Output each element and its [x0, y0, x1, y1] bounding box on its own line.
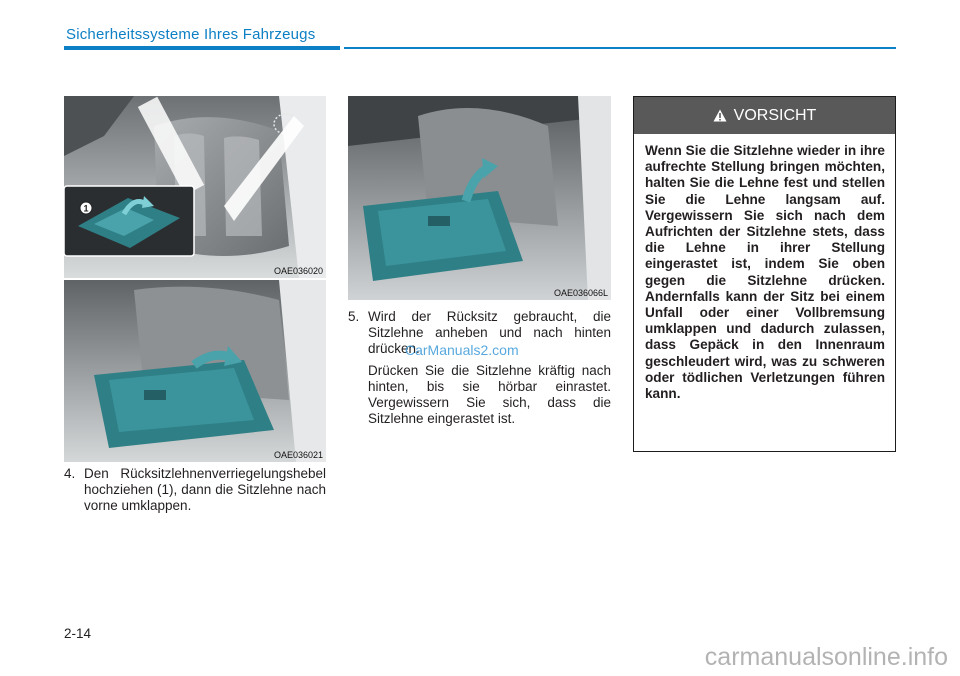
- watermark: CarManuals2.com: [405, 342, 519, 358]
- figure-code: OAE036066L: [553, 288, 608, 298]
- figure-seatback-folded: [64, 280, 326, 462]
- figure-seat-release-lever: [64, 96, 326, 278]
- seat-folded-illustration: [64, 280, 326, 462]
- callout-number: 1: [83, 203, 89, 214]
- step-5: [348, 309, 611, 427]
- header-rule-thin: [344, 47, 896, 49]
- page-section-title: Sicherheitssysteme Ihres Fahrzeugs: [66, 26, 316, 43]
- warning-triangle-icon: [713, 109, 727, 122]
- step-text-continued: Drücken Sie die Sitzlehne kräftig nach hinten, bis sie hörbar einrastet. Vergewissern Sie sich, dass die Sitzlehne eingerastet ist.: [368, 363, 611, 426]
- step-4: [64, 466, 326, 514]
- footer-site-url[interactable]: carmanualsonline.info: [704, 643, 948, 671]
- figure-seatback-raise: [348, 96, 611, 300]
- caution-title: VORSICHT: [733, 106, 817, 124]
- figure-code: OAE036021: [273, 450, 323, 460]
- page-number: 2-14: [64, 626, 92, 641]
- step-text: Den Rücksitzlehnenverriegelungshebel hochziehen (1), dann die Sitzlehne nach vorne umklappen.: [84, 466, 326, 513]
- step-number: 5.: [348, 309, 360, 324]
- step-text: Wird der Rücksitz gebraucht, die Sitzlehne anheben und nach hinten drücken.: [368, 309, 611, 356]
- caution-text: Wenn Sie die Sitzlehne wieder in ihre aufrechte Stellung bringen möchten, halten Sie die Lehne fest und stellen Sie die Lehne langsam auf. Vergewissern Sie sich nach dem Aufrichten der Sitzlehne stets, dass die Lehne in ihrer Stellung eingerastet ist, indem Sie oben gegen die Sitzlehne drücken. Andernfalls kann der Sitz bei einem Unfall oder einer Vollbremsung umklappen und dadurch zulassen, dass Gepäck in den Innenraum geschleudert wird, was zu schweren oder tödlichen Verletzungen führen kann.: [645, 143, 885, 402]
- seat-raise-illustration: [348, 96, 611, 300]
- figure-code: OAE036020: [273, 266, 323, 276]
- seat-release-illustration: [64, 96, 326, 278]
- step-number: 4.: [64, 466, 76, 481]
- caution-box: [633, 96, 896, 452]
- caution-header: [634, 97, 895, 134]
- header-rule-thick: [64, 46, 340, 50]
